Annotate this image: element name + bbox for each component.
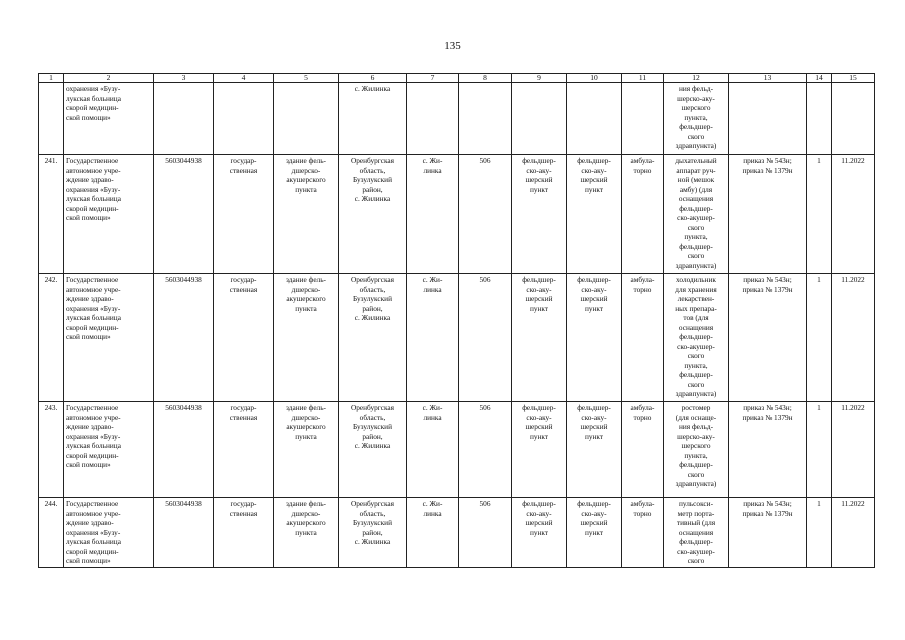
building: здание фель- дшерско- акушерского пункта (286, 499, 326, 537)
unit-type: фельдшер- ско-аку- шерский пункт (522, 499, 556, 537)
equipment: холодильник для хранения лекарствен- ных препара- тов (для оснащения фельдшер- ско-акушер- ского пункта, фельдшер- ского здравпункта) (675, 275, 717, 398)
quantity: 1 (817, 403, 821, 412)
population: 506 (479, 403, 491, 412)
care-conditions: амбула- торно (630, 275, 655, 294)
date: 11.2022 (841, 156, 865, 165)
building: здание фель- дшерско- акушерского пункта (286, 403, 326, 441)
table-row (39, 402, 875, 498)
unit-name: фельдшер- ско-аку- шерский пункт (577, 275, 611, 313)
unit-name: фельдшер- ско-аку- шерский пункт (577, 499, 611, 537)
column-header: 12 (664, 74, 729, 83)
care-conditions: амбула- торно (630, 403, 655, 422)
registry-table (38, 73, 875, 568)
date: 11.2022 (841, 403, 865, 412)
unit-type: фельдшер- ско-аку- шерский пункт (522, 403, 556, 441)
date: 11.2022 (841, 275, 865, 284)
ownership: государ- ственная (229, 499, 258, 518)
continuation-row (39, 83, 875, 155)
organization-name: Государственное автономное учре- ждение здраво- охранения «Бузу- лукская больница скорой медицин- ской помощи» (66, 156, 121, 222)
column-header: 3 (154, 74, 214, 83)
care-conditions: амбула- торно (630, 499, 655, 518)
population: 506 (479, 156, 491, 165)
equipment: ростомер (для оснаще- ния фельд- шерско-аку- шерского пункта, фельдшер- ского здравпункта) (675, 403, 717, 488)
quantity: 1 (817, 275, 821, 284)
inn: 5603044938 (165, 275, 202, 284)
building: здание фель- дшерско- акушерского пункта (286, 156, 326, 194)
settlement: с. Жи- линка (422, 499, 443, 518)
page-number: 135 (444, 40, 461, 52)
population: 506 (479, 275, 491, 284)
table-row (39, 498, 875, 568)
unit-name: фельдшер- ско-аку- шерский пункт (577, 403, 611, 441)
settlement: с. Жи- линка (422, 403, 443, 422)
column-header: 14 (807, 74, 832, 83)
unit-name: фельдшер- ско-аку- шерский пункт (577, 156, 611, 194)
equipment: ния фельд- шерско-аку- шерского пункта, фельдшер- ского здравпункта) (675, 84, 717, 150)
address: с. Жилинка (354, 84, 391, 93)
column-header: 9 (512, 74, 567, 83)
unit-type: фельдшер- ско-аку- шерский пункт (522, 156, 556, 194)
organization-name: Государственное автономное учре- ждение здраво- охранения «Бузу- лукская больница скорой медицин- ской помощи» (66, 275, 121, 341)
column-header: 15 (832, 74, 875, 83)
address: Оренбургская область, Бузулукский район, с. Жилинка (350, 403, 395, 450)
care-conditions: амбула- торно (630, 156, 655, 175)
address: Оренбургская область, Бузулукский район, с. Жилинка (350, 275, 395, 322)
settlement: с. Жи- линка (422, 156, 443, 175)
ownership: государ- ственная (229, 156, 258, 175)
unit-type: фельдшер- ско-аку- шерский пункт (522, 275, 556, 313)
row-number: 244. (44, 499, 58, 508)
date: 11.2022 (841, 499, 865, 508)
column-header: 7 (407, 74, 459, 83)
address: Оренбургская область, Бузулукский район, с. Жилинка (350, 499, 395, 546)
row-number: 243. (44, 403, 58, 412)
order-reference: приказ № 543н; приказ № 1379н (742, 403, 793, 422)
quantity: 1 (817, 499, 821, 508)
order-reference: приказ № 543н; приказ № 1379н (742, 156, 793, 175)
column-header: 10 (567, 74, 622, 83)
row-number: 242. (44, 275, 58, 284)
column-header: 13 (729, 74, 807, 83)
organization-name: Государственное автономное учре- ждение здраво- охранения «Бузу- лукская больница скорой медицин- ской помощи» (66, 499, 121, 565)
population: 506 (479, 499, 491, 508)
equipment: пульсокси- метр порта- тивный (для оснащения фельдшер- ско-акушер- ского (676, 499, 716, 565)
inn: 5603044938 (165, 499, 202, 508)
header-row (39, 74, 875, 83)
table-row (39, 155, 875, 274)
column-header: 6 (339, 74, 407, 83)
column-header: 5 (274, 74, 339, 83)
building: здание фель- дшерско- акушерского пункта (286, 275, 326, 313)
organization-name: охранения «Бузу- лукская больница скорой медицин- ской помощи» (66, 84, 121, 122)
organization-name: Государственное автономное учре- ждение здраво- охранения «Бузу- лукская больница скорой медицин- ской помощи» (66, 403, 121, 469)
inn: 5603044938 (165, 156, 202, 165)
ownership: государ- ственная (229, 403, 258, 422)
inn: 5603044938 (165, 403, 202, 412)
column-header: 2 (64, 74, 154, 83)
ownership: государ- ственная (229, 275, 258, 294)
order-reference: приказ № 543н; приказ № 1379н (742, 275, 793, 294)
column-header: 4 (214, 74, 274, 83)
table-row (39, 274, 875, 402)
column-header: 11 (622, 74, 664, 83)
equipment: дыхательный аппарат руч- ной (мешок амбу) (для оснащения фельдшер- ско-акушер- ского пункта, фельдшер- ского здравпункта) (675, 156, 717, 270)
quantity: 1 (817, 156, 821, 165)
settlement: с. Жи- линка (422, 275, 443, 294)
address: Оренбургская область, Бузулукский район, с. Жилинка (350, 156, 395, 203)
column-header: 1 (39, 74, 64, 83)
order-reference: приказ № 543н; приказ № 1379н (742, 499, 793, 518)
row-number: 241. (44, 156, 58, 165)
column-header: 8 (459, 74, 512, 83)
